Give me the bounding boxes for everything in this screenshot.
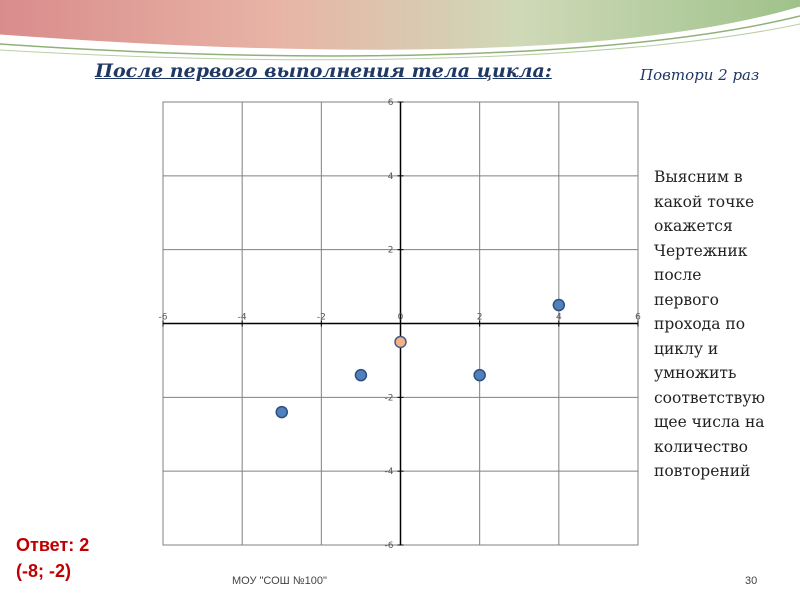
x-tick-label: 4 <box>555 312 562 323</box>
x-tick-label: 6 <box>635 312 641 323</box>
y-tick-label: -6 <box>384 541 394 551</box>
explanation-line: какой точке <box>654 192 755 211</box>
x-tick-label: 0 <box>397 312 404 323</box>
answer-block <box>16 532 89 584</box>
explanation-line: количество <box>654 437 748 456</box>
point-route <box>355 370 366 381</box>
explanation-line: циклу и <box>654 339 719 358</box>
explanation-line: повторений <box>654 462 751 480</box>
point-route <box>474 370 485 381</box>
x-tick-label: 2 <box>476 312 483 323</box>
explanation-line: умножить <box>654 364 737 382</box>
x-tick-label: -6 <box>158 312 168 323</box>
explanation-line: щее числа на <box>654 413 765 431</box>
point-current <box>395 336 406 347</box>
explanation-line: первого <box>654 290 719 309</box>
point-route <box>276 407 287 418</box>
footer-school: МОУ "СОШ №100" <box>232 575 327 587</box>
y-tick-label: 6 <box>387 98 394 108</box>
explanation-line: окажется <box>654 217 733 235</box>
page-number: 30 <box>745 575 758 587</box>
x-tick-label: -2 <box>316 312 326 323</box>
answer-value: (-8; -2) <box>16 561 71 581</box>
repeat-count-label: Повтори 2 раз <box>640 66 760 84</box>
y-tick-label: 2 <box>387 245 394 256</box>
answer-label: Ответ: 2 <box>16 535 90 555</box>
slide-title: После первого выполнения тела цикла: <box>95 60 552 82</box>
coordinate-plane-chart <box>150 92 645 557</box>
explanation-line: соответствую <box>654 388 765 407</box>
explanation-text <box>654 165 794 484</box>
explanation-line: прохода по <box>654 315 746 333</box>
x-tick-label: -4 <box>237 312 247 323</box>
explanation-line: после <box>654 266 702 284</box>
point-route <box>553 300 564 311</box>
y-tick-label: 4 <box>387 171 394 182</box>
y-tick-label: -4 <box>384 467 394 478</box>
explanation-line: Чертежник <box>654 241 748 260</box>
explanation-line: Выясним в <box>654 168 743 186</box>
y-tick-label: -2 <box>384 393 394 404</box>
